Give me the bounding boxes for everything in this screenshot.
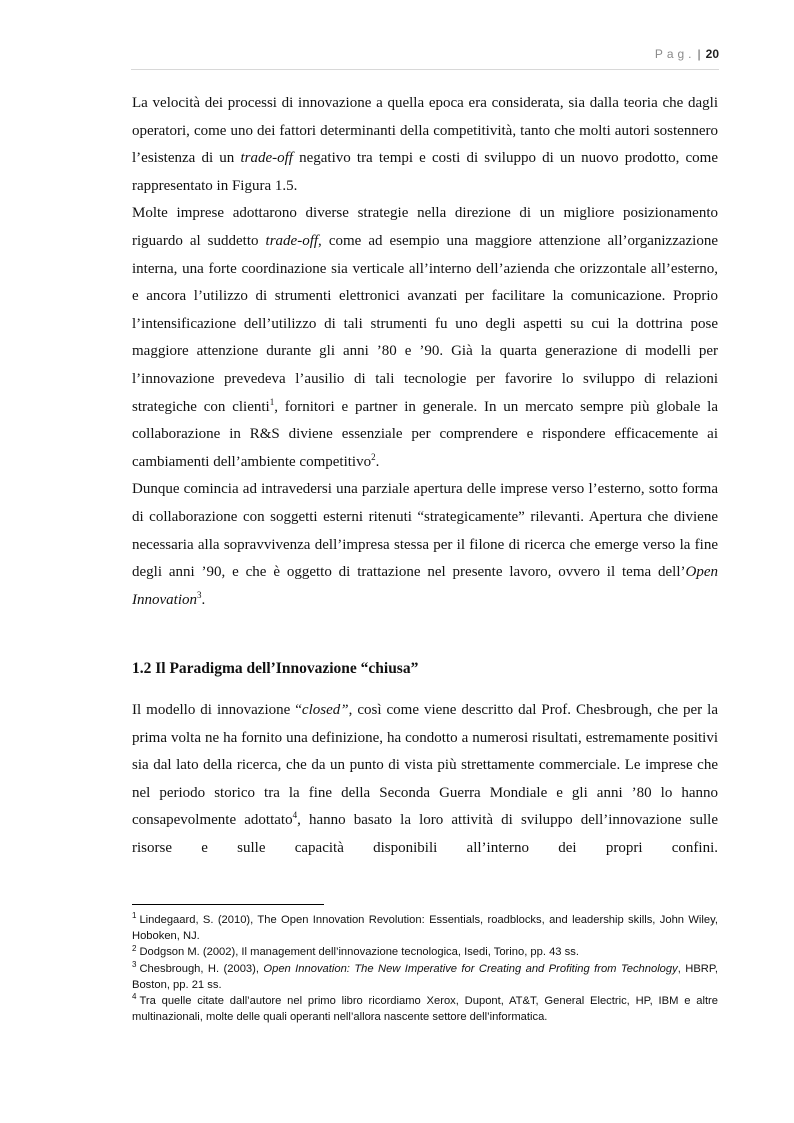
page-header: [131, 47, 719, 70]
paragraph-3-text-a: Dunque comincia ad intravedersi una parziale apertura delle imprese verso l’esterno, sotto forma di collaborazione con soggetti esterni ritenuti “strategicamente” rilevanti. Apertura che diviene necessaria alla sopravvivenza dell’impresa stessa per il filone di ricerca che emerge verso la fine degli anni ’90, e che è oggetto di trattazione nel presente lavoro, ovvero il tema dell’: [132, 481, 718, 581]
section-heading: 1.2 Il Paradigma dell’Innovazione “chiusa”: [132, 660, 419, 677]
paragraph-1: [132, 90, 718, 200]
footnote-3-italic: Open Innovation: The New Imperative for Creating and Profiting from Technology: [263, 962, 678, 975]
body-text: [132, 90, 718, 614]
paragraph-2-text-d: .: [375, 453, 380, 470]
page-number: 20: [705, 47, 719, 61]
footnote-4-number: 4: [132, 992, 137, 1002]
paragraph-3-text-b: .: [201, 591, 206, 608]
section-paragraph-text-a: Il modello di innovazione “: [132, 702, 302, 718]
paragraph-2-text-c: , fornitori e partner in generale. In un mercato sempre più globale la collaborazione in R&S diviene essenziale per comprendere e rispondere efficacemente ai cambiamenti dell’ambiente competitivo: [132, 398, 718, 470]
paragraph-3: [132, 476, 718, 614]
section-paragraph-text-b: , così come viene descritto dal Prof. Chesbrough, che per la prima volta ne ha fornito una definizione, ha condotto a numerosi risultati, estremamente positivi sia dal lato della ricerca, che da un punto di vista più strettamente commerciale. Le imprese che nel periodo storico tra la fine della Seconda Guerra Mondiale e gli anni ’80 lo hanno consapevolmente adottato: [132, 702, 718, 829]
footnote-1-text: Lindegaard, S. (2010), The Open Innovation Revolution: Essentials, roadblocks, and leadership skills, John Wiley, Hoboken, NJ.: [132, 914, 718, 943]
footnote-4-text: Tra quelle citate dall’autore nel primo libro ricordiamo Xerox, Dupont, AT&T, General Electric, HP, IBM e altre multinazionali, molte delle quali operanti nell’allora nascente settore dell’informatica.: [132, 995, 718, 1024]
footnote-2-text: Dodgson M. (2002), Il management dell’innovazione tecnologica, Isedi, Torino, pp. 43 ss.: [139, 946, 579, 959]
footnote-4: [132, 993, 718, 1025]
footnote-ref-3[interactable]: 3: [197, 589, 202, 600]
section-paragraph-text-c: , hanno basato la loro attività di sviluppo dell’innovazione sulle risorse e sulle capacità disponibili all’interno dei propri confini.: [132, 812, 718, 856]
paragraph-2-text-a: Molte imprese adottarono diverse strategie nella direzione di un migliore posizionamento riguardo al suddetto: [132, 205, 718, 249]
paragraph-2-italic: trade-off: [265, 232, 319, 249]
footnote-divider: [132, 904, 324, 905]
footnote-3-text-b: , HBRP, Boston, pp. 21 ss.: [132, 962, 719, 991]
footnote-3: [132, 961, 718, 993]
footnote-ref-1[interactable]: 1: [269, 396, 275, 407]
paragraph-2: [132, 200, 718, 476]
footnote-1: [132, 912, 718, 944]
section-paragraph: [132, 697, 718, 863]
footnote-1-number: 1: [132, 911, 137, 921]
section-paragraph-italic: closed”: [301, 702, 349, 718]
paragraph-1-text-a: La velocità dei processi di innovazione a quella epoca era considerata, sia dalla teoria che dagli operatori, come uno dei fattori determinanti della competitività, tanto che molti autori sostennero l’esistenza di un: [132, 95, 718, 167]
page-label: Pag.: [654, 47, 696, 61]
page-separator: |: [697, 47, 701, 61]
footnote-2: [132, 944, 718, 960]
footnote-2-number: 2: [132, 943, 137, 953]
footnote-3-text-a: Chesbrough, H. (2003),: [139, 962, 264, 975]
footnote-3-number: 3: [132, 959, 137, 969]
footnote-ref-4[interactable]: 4: [292, 810, 298, 821]
paragraph-3-italic: Open Innovation: [132, 564, 718, 608]
paragraph-1-italic: trade-off: [240, 150, 293, 167]
paragraph-2-text-b: , come ad esempio una maggiore attenzione all’organizzazione interna, una forte coordinazione sia verticale all’interno dell’azienda che orizzontale all’esterno, e ancora l’utilizzo di strumenti elettronici avanzati per facilitare la comunicazione. Proprio l’intensificazione dell’utilizzo di tali strumenti fu uno degli aspetti su cui la dottrina pose maggiore attenzione durante gli anni ’80 e ’90. Già la quarta generazione di modelli per l’innovazione prevedeva l’ausilio di tali tecnologie per favorire lo sviluppo di relazioni strategiche con clienti: [132, 232, 718, 415]
footnote-ref-2[interactable]: 2: [371, 451, 376, 462]
paragraph-1-text-b: negativo tra tempi e costi di sviluppo di un nuovo prodotto, come rappresentato in Figura 1.5.: [132, 150, 718, 194]
footnotes: [132, 912, 718, 1025]
section-body-text: [132, 697, 718, 863]
